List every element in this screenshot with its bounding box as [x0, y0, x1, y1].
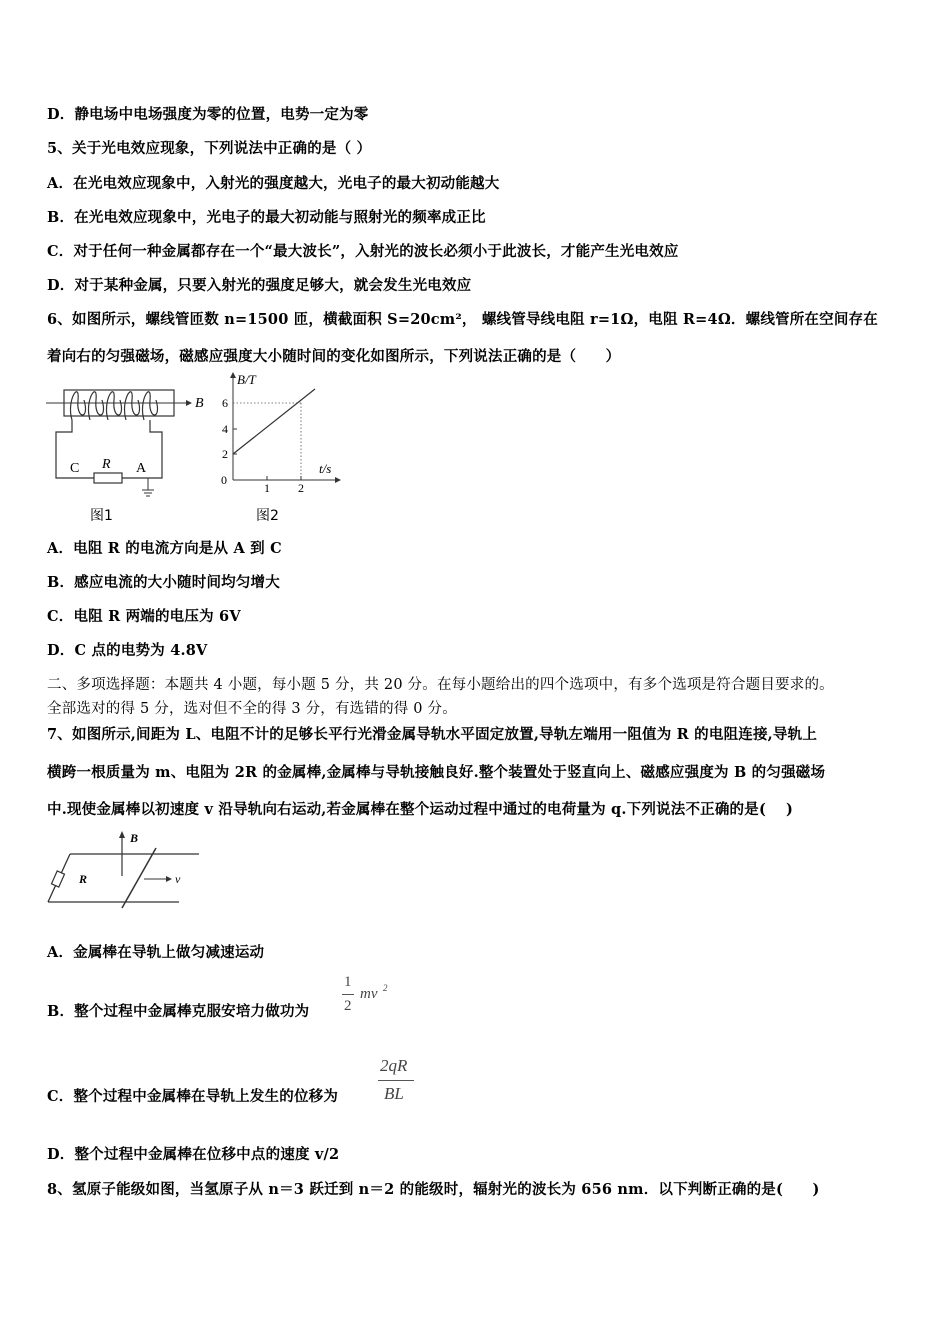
fig2-caption: 图2	[256, 508, 279, 524]
q5-option-b: B．在光电效应现象中，光电子的最大初动能与照射光的频率成正比	[47, 209, 486, 226]
q6-figure-2-bt-graph	[215, 370, 345, 495]
fig2-y-tick-2: 2	[222, 447, 228, 461]
q7-figure-rails	[44, 830, 204, 910]
fig2-y-axis-label: B/T	[237, 372, 256, 387]
q8-stem: 8、氢原子能级如图，当氢原子从 n＝3 跃迁到 n＝2 的能级时，辐射光的波长为 656 nm．以下判断正确的是( )	[47, 1181, 820, 1198]
q6-option-d: D．C 点的电势为 4.8V	[47, 642, 208, 659]
q6-stem-line1: 6、如图所示，螺线管匝数 n=1500 匝，横截面积 S=20cm²， 螺线管导线电阻 r=1Ω，电阻 R=4Ω．螺线管所在空间存在	[47, 311, 878, 328]
fig2-x-axis-label: t/s	[319, 461, 332, 476]
q7-fig-v-label: v	[175, 872, 181, 886]
q5-option-d: D．对于某种金属，只要入射光的强度足够大，就会发生光电效应	[47, 277, 472, 294]
q7-option-d: D．整个过程中金属棒在位移中点的速度 v/2	[47, 1146, 340, 1163]
q5-stem: 5、关于光电效应现象，下列说法中正确的是（ ）	[47, 140, 372, 157]
q7-option-c: C．整个过程中金属棒在导轨上发生的位移为	[47, 1088, 339, 1105]
q4-option-d: D．静电场中电场强度为零的位置，电势一定为零	[47, 106, 369, 123]
q7-option-b-exponent: 2	[383, 983, 388, 993]
q7-option-c-denominator: BL	[384, 1084, 404, 1103]
q5-option-a: A．在光电效应现象中，入射光的强度越大，光电子的最大初动能越大	[47, 175, 500, 192]
q7-fig-b-label: B	[130, 831, 139, 845]
q6-option-b: B．感应电流的大小随时间均匀增大	[47, 574, 280, 591]
section2-heading-line2: 全部选对的得 5 分，选对但不全的得 3 分，有选错的得 0 分。	[47, 701, 457, 717]
fig1-caption: 图1	[90, 508, 113, 524]
fig1-c-label: C	[70, 461, 80, 476]
q7-option-b-mv: mv	[360, 986, 378, 1002]
q6-option-c: C．电阻 R 两端的电压为 6V	[47, 608, 241, 625]
q5-option-c: C．对于任何一种金属都存在一个“最大波长”，入射光的波长必须小于此波长，才能产生光电效应	[47, 243, 679, 260]
q7-option-c-numerator: 2qR	[380, 1056, 408, 1075]
q7-option-b-numerator: 1	[344, 974, 352, 990]
q7-option-a: A．金属棒在导轨上做匀减速运动	[47, 944, 265, 961]
q7-stem-line2: 横跨一根质量为 m、电阻为 2R 的金属棒,金属棒与导轨接触良好.整个装置处于竖直向上、磁感应强度为 B 的匀强磁场	[47, 764, 826, 781]
fig2-origin-label: 0	[221, 473, 227, 487]
q6-stem-line2: 着向右的匀强磁场，磁感应强度大小随时间的变化如图所示，下列说法正确的是（ ）	[47, 348, 621, 365]
fig2-y-tick-4: 4	[222, 422, 228, 436]
q7-option-b-denominator: 2	[344, 998, 352, 1014]
fig1-a-label: A	[136, 461, 147, 476]
q6-figure-1-solenoid-circuit	[44, 380, 204, 500]
fig1-r-label: R	[102, 457, 111, 472]
q7-option-c-fraction-bar	[378, 1080, 414, 1081]
fig1-b-label: B	[195, 396, 204, 411]
q7-option-b-fraction-bar	[342, 994, 354, 995]
q7-fig-r-label: R	[79, 872, 88, 886]
q7-stem-line3: 中.现使金属棒以初速度 v 沿导轨向右运动,若金属棒在整个运动过程中通过的电荷量为 q.下列说法不正确的是( )	[47, 801, 794, 818]
fig2-y-tick-6: 6	[222, 396, 228, 410]
q6-option-a: A．电阻 R 的电流方向是从 A 到 C	[47, 540, 282, 557]
fig2-x-tick-2: 2	[298, 481, 304, 495]
section2-heading-line1: 二、多项选择题：本题共 4 小题，每小题 5 分，共 20 分。在每小题给出的四个选项中，有多个选项是符合题目要求的。	[47, 677, 834, 693]
fig2-x-tick-1: 1	[264, 481, 270, 495]
q7-stem-line1: 7、如图所示,间距为 L、电阻不计的足够长平行光滑金属导轨水平固定放置,导轨左端用一阻值为 R 的电阻连接,导轨上	[47, 726, 818, 743]
q7-option-b: B．整个过程中金属棒克服安培力做功为	[47, 1003, 310, 1020]
